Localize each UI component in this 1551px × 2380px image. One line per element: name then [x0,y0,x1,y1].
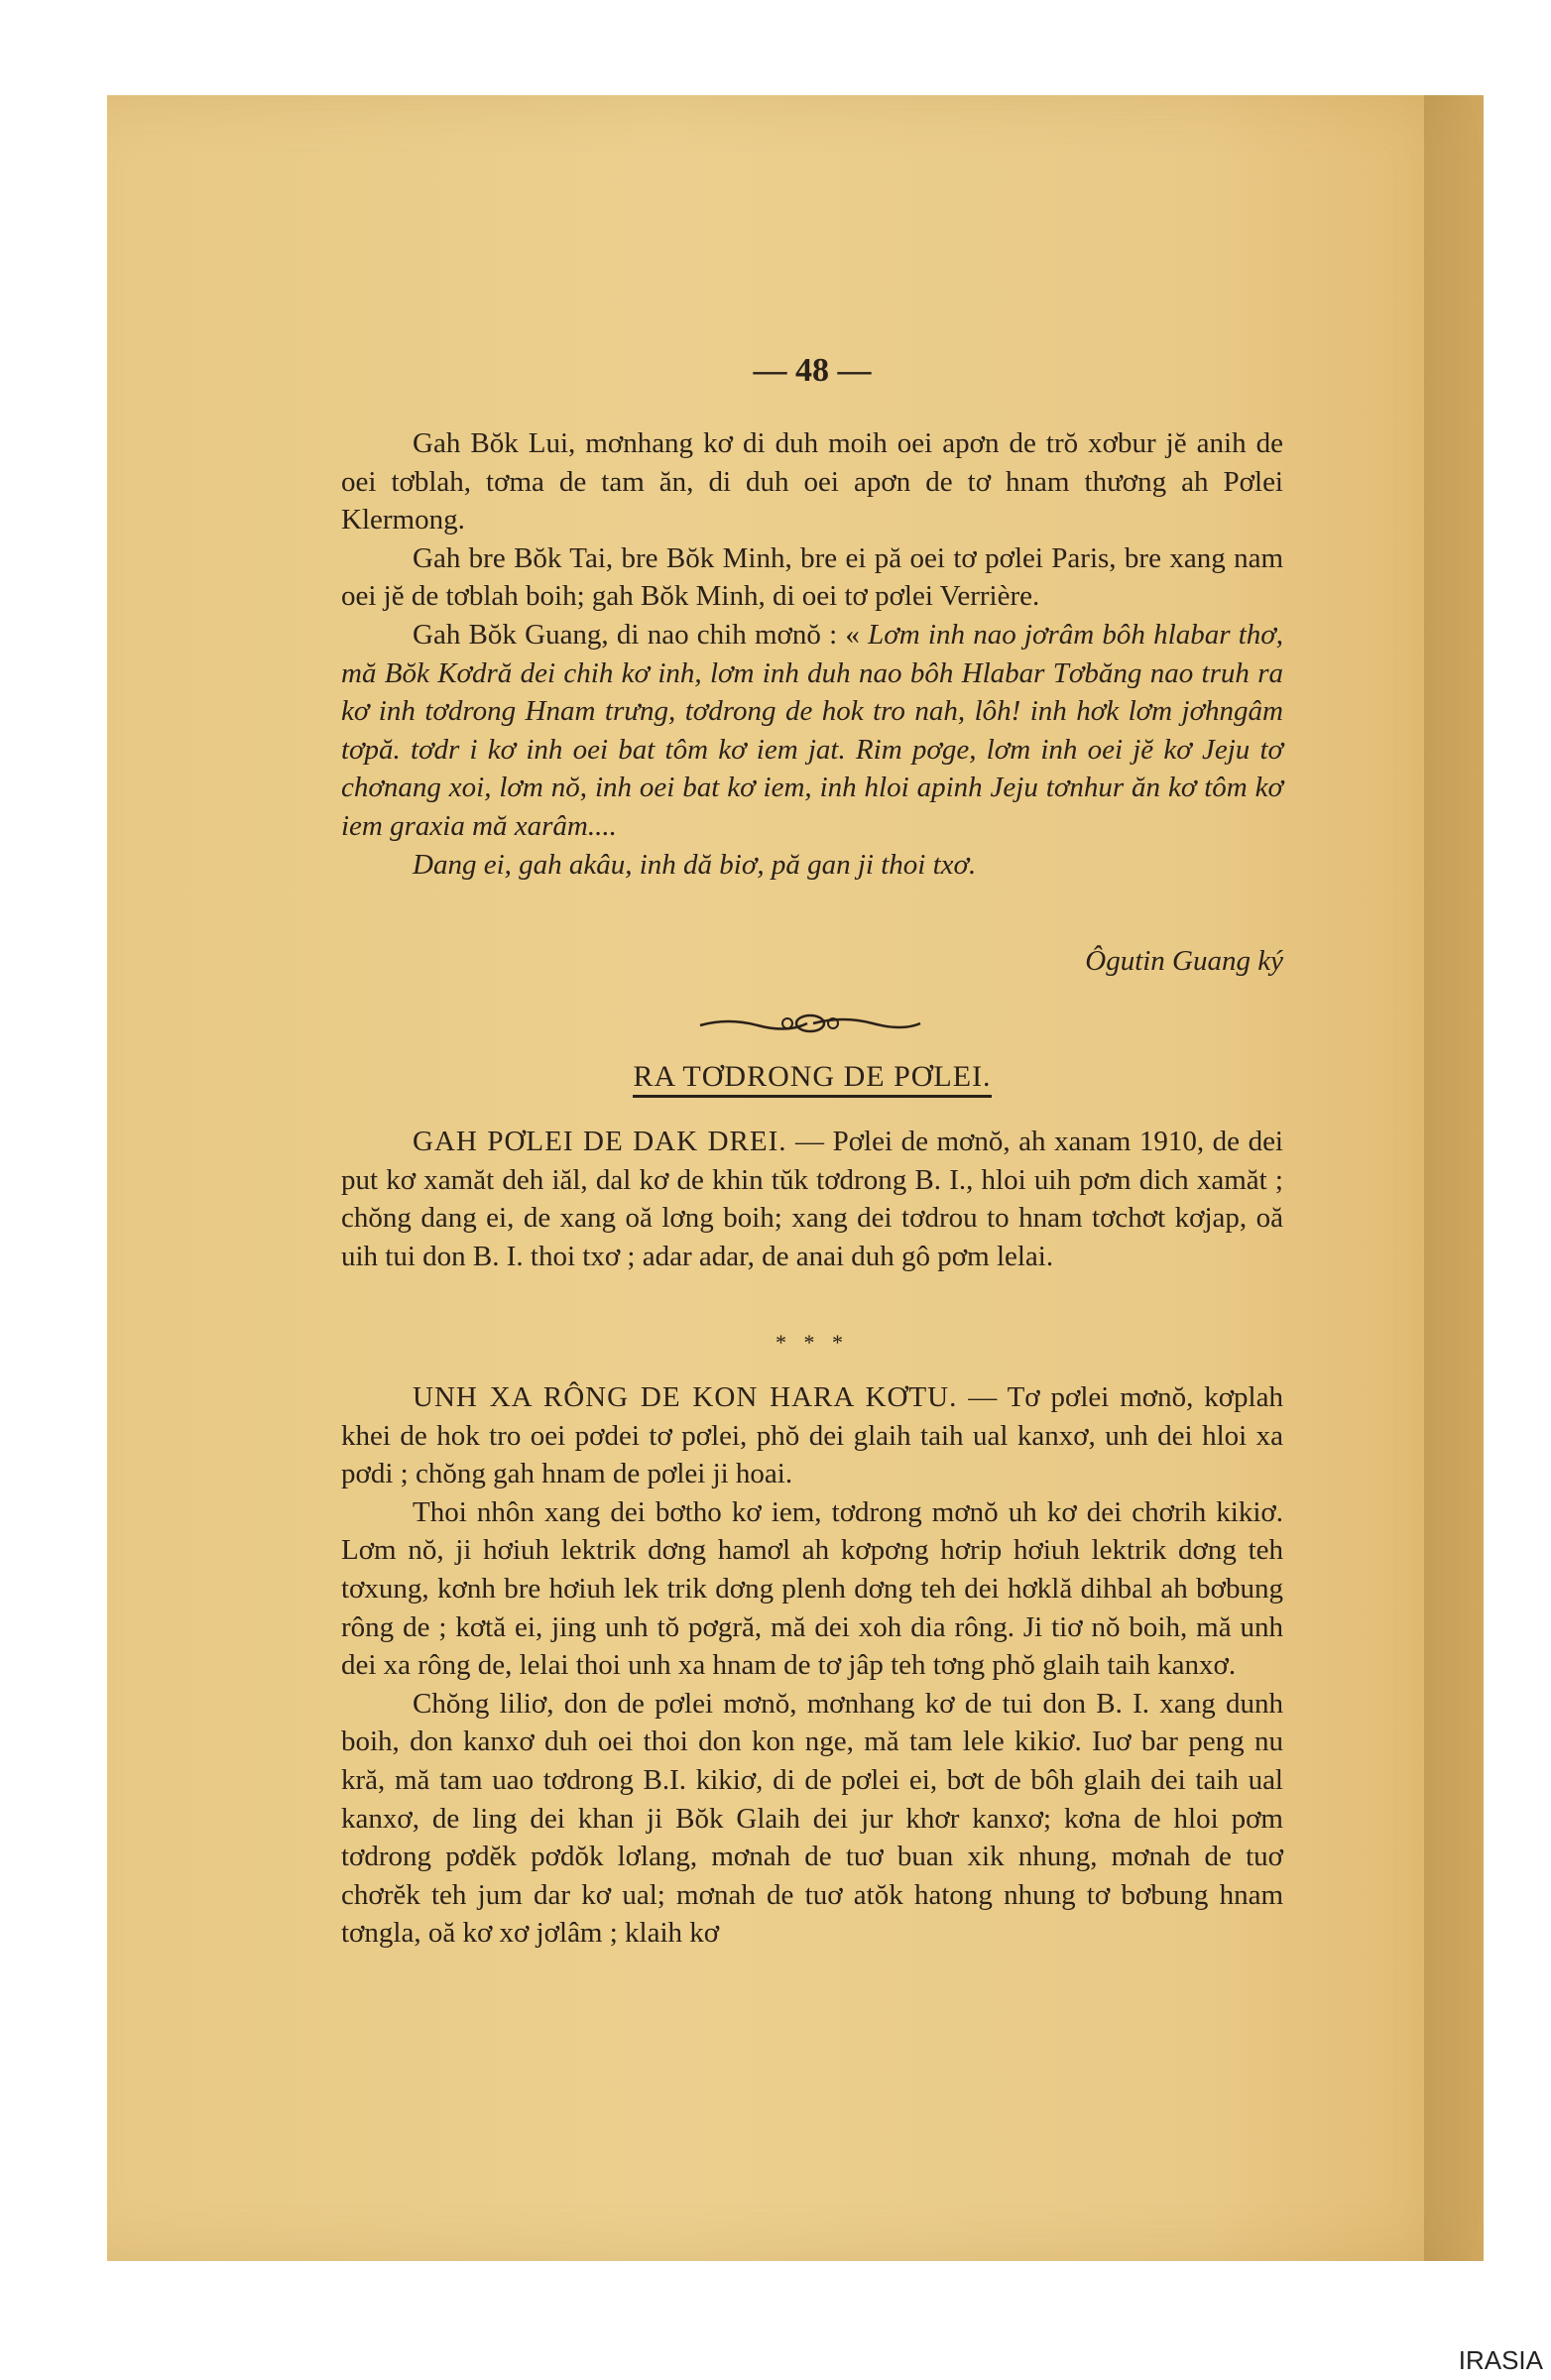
article-paragraph [341,1123,1283,1275]
signature: Ôgutin Guang ký [1085,945,1283,977]
ornament-divider-icon [698,1012,922,1035]
intro-paragraph: Gah Bŏk Lui, mơnhang kơ di duh moih oei apơn de trŏ xơbur jĕ anih de oei tơblah, tơma de tam ăn, di duh oei apơn de tơ hnam thương ah Pơlei Klermong. [341,427,1283,536]
article-paragraph: Thoi nhôn xang dei bơtho kơ iem, tơdrong mơnŏ uh kơ dei chơrih kikiơ. Lơm nŏ, ji hơiuh lektrik dơng hamơl ah kơpơng hơrip hơiuh lektrik dơng teh tơxung, kơnh bre hơiuh lek trik dơng plenh dơng teh dei hơklă dihbal ah bơbung rông de ; kơtă ei, jing unh tŏ pơgră, mă dei xoh dia rông. Ji tiơ nŏ boih, mă unh dei xa rông de, lelai thoi unh xa hnam de tơ jâp teh tơng phŏ glaih taih kanxơ. [341,1495,1283,1682]
article-body: — Tơ pơlei mơnŏ, kơplah khei de hok tro oei pơdei tơ pơlei, phŏ dei glaih taih ual kanxơ, unh dei hloi xa pơdi ; chŏng gah hnam de pơlei ji hoai. [341,1381,1283,1490]
letter-paragraph [341,616,1283,846]
watermark: IRASIA [1458,2345,1543,2375]
article-dak-drei [341,1123,1283,1275]
intro-paragraph: Gah bre Bŏk Tai, bre Bŏk Minh, bre ei pă oei tơ pơlei Paris, bre xang nam oei jĕ de tơblah boih; gah Bŏk Minh, di oei tơ pơlei Verrière. [341,541,1283,613]
article-paragraph [341,1378,1283,1493]
article-paragraph: Chŏng liliơ, don de pơlei mơnŏ, mơnhang kơ de tui don B. I. xang dunh boih, don kanxơ duh oei thoi don kon nge, mă tam lele kikiơ. Iuơ bar peng nu kră, mă tam uao tơdrong B.I. kikiơ, di de pơlei ei, bơt de bôh glaih dei taih ual kanxơ, de ling dei khan ji Bŏk Glaih dei jur khơr kanxơ; kơna de hloi pơm tơdrong pơdĕk pơdŏk lơlang, mơnah de tuơ buan xik nhung, mơnah de tuơ chơrĕk teh jum dar kơ ual; mơnah de tuơ atŏk hatong nhung tơ bơbung hnam tơngla, oă kơ xơ jơlâm ; klaih kơ [341,1687,1283,1950]
article-lead: UNH XA RÔNG DE KON HARA KƠTU. [413,1381,958,1413]
article-lead: GAH PƠLEI DE DAK DREI. [413,1126,787,1157]
page-number: — 48 — [753,352,872,389]
letter-closing: Dang ei, gah akâu, inh dă biơ, pă gan ji thoi txơ. [413,848,977,881]
separator-stars: * * * [776,1330,849,1355]
intro-block [341,424,1283,884]
article-body: — Pơlei de mơnŏ, ah xanam 1910, de dei put kơ xamăt deh iăl, dal kơ de khin tŭk tơdrong B. I., hloi uih pơm dich xamăt ; chŏng dang ei, de xang oă lơng boih; xang dei tơdrou to hnam tơchơt kơjap, oă uih tui don B. I. thoi txơ ; adar adar, de anai duh gô pơm lelai. [341,1126,1283,1272]
letter-lead: Gah Bŏk Guang, di nao chih mơnŏ : « [413,618,860,651]
section-title: RA TƠDRONG DE PƠLEI. [341,1058,1283,1097]
article-kon-hara [341,1378,1283,1953]
page-fold-shadow [1424,95,1484,2261]
letter-quote: Lơm inh nao jơrâm bôh hlabar thơ, mă Bŏk Kơdră dei chih kơ inh, lơm inh duh nao bôh Hlabar Tơbăng nao truh ra kơ inh tơdrong Hnam trưng, tơdrong de hok tro nah, lôh! inh hơk lơm jơhngâm tơpă. tơdr i kơ inh oei bat tôm kơ iem jat. Rim pơge, lơm inh oei jĕ kơ Jeju tơ chơnang xoi, lơm nŏ, inh oei bat kơ iem, inh hloi apinh Jeju tơnhur ăn kơ tôm kơ iem graxia mă xarâm.... [341,618,1284,842]
